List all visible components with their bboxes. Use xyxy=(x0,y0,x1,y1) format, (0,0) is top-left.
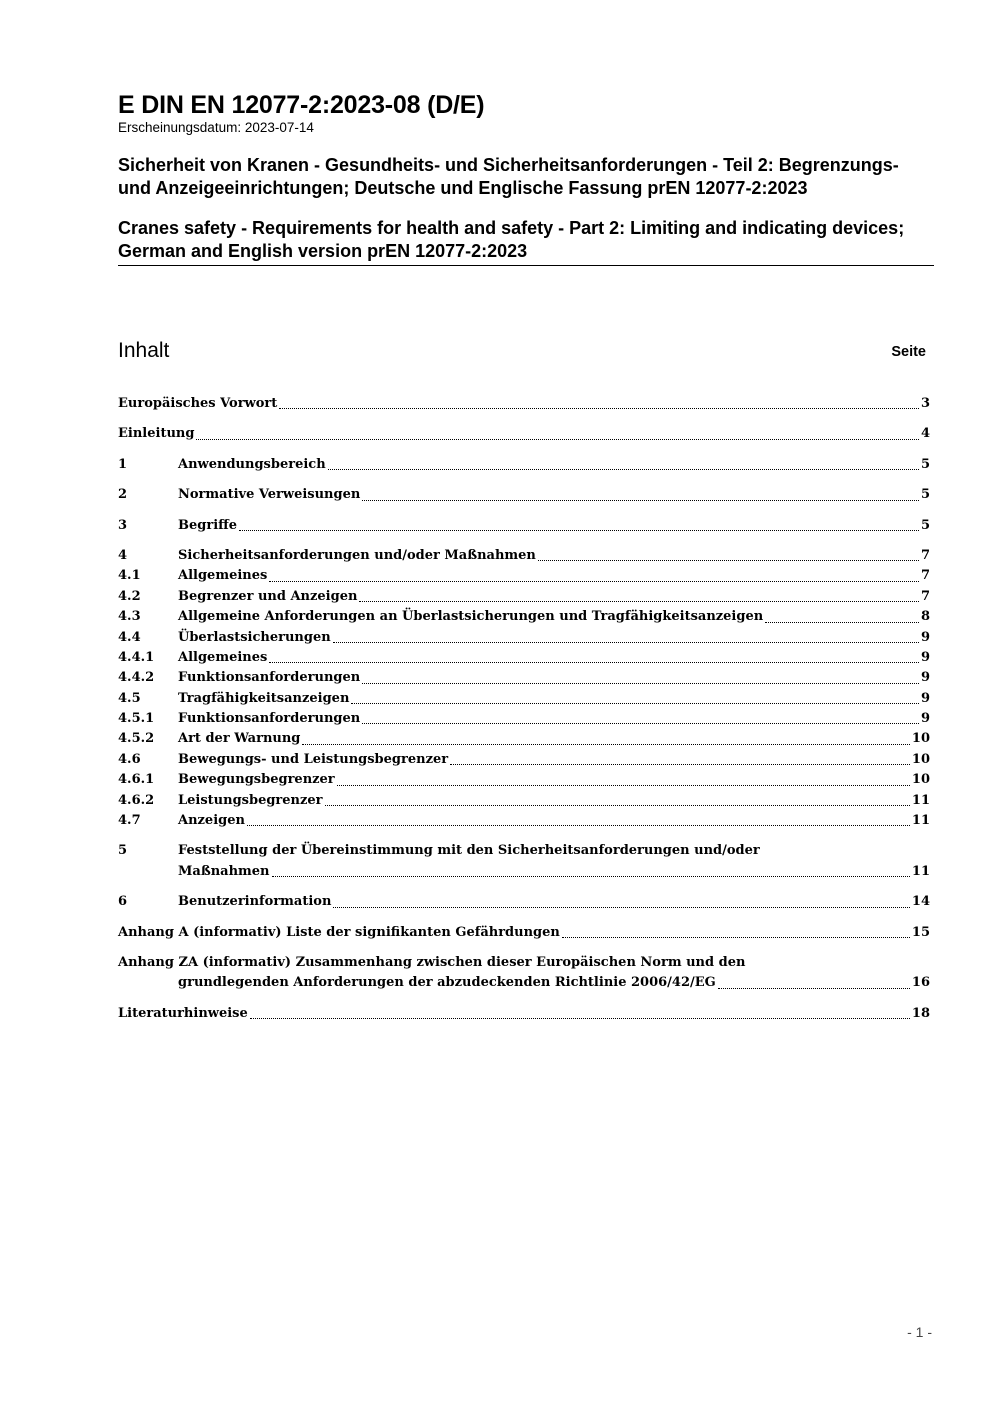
toc-entry-page: 9 xyxy=(920,670,930,686)
toc-entry-page: 10 xyxy=(911,751,930,767)
toc-entry[interactable] xyxy=(118,628,930,648)
dot-leader xyxy=(250,1018,910,1019)
toc-entry-title: Anzeigen xyxy=(178,813,245,829)
toc-entry[interactable] xyxy=(118,841,930,882)
toc-entry-title: Überlastsicherungen xyxy=(178,629,331,645)
page-number: - 1 - xyxy=(907,1324,932,1340)
toc-entry-title: Feststellung der Übereinstimmung mit den Sicherheitsanforderungen und/oder xyxy=(178,843,760,859)
toc-entry-page: 8 xyxy=(920,609,930,625)
toc-entry-page: 9 xyxy=(920,649,930,665)
dot-leader xyxy=(362,723,919,724)
toc-entry[interactable] xyxy=(118,709,930,729)
toc-entry-page: 9 xyxy=(920,629,930,645)
toc-entry-page: 9 xyxy=(920,711,930,727)
toc-entry[interactable] xyxy=(118,953,930,994)
document-header xyxy=(118,90,934,266)
dot-leader xyxy=(196,439,919,440)
toc-entry-page: 9 xyxy=(920,690,930,706)
toc-entry-page: 18 xyxy=(911,1005,930,1021)
document-id: E DIN EN 12077-2:2023-08 (D/E) xyxy=(118,91,485,119)
table-of-contents xyxy=(118,394,930,1024)
toc-entry-title: Sicherheitsanforderungen und/oder Maßnahmen xyxy=(178,547,536,563)
dot-leader xyxy=(333,642,919,643)
toc-entry[interactable] xyxy=(118,394,930,414)
dot-leader xyxy=(239,530,919,531)
dot-leader xyxy=(562,937,910,938)
dot-leader xyxy=(333,907,909,908)
toc-heading xyxy=(118,338,926,368)
toc-entry-title: Europäisches Vorwort xyxy=(118,396,278,411)
toc-entry-title: Begriffe xyxy=(178,517,238,533)
toc-entry-page: 10 xyxy=(911,772,930,788)
dot-leader xyxy=(450,764,910,765)
toc-entry[interactable] xyxy=(118,750,930,770)
toc-entry-number: 5 xyxy=(118,843,128,859)
toc-entry-page: 7 xyxy=(920,588,930,604)
toc-entry[interactable] xyxy=(118,1004,930,1024)
dot-leader xyxy=(279,408,919,409)
toc-entry-number: 6 xyxy=(118,894,128,910)
toc-entry-title: Einleitung xyxy=(118,426,195,442)
toc-entry-number: 4.5.2 xyxy=(118,731,155,747)
toc-entry[interactable] xyxy=(118,516,930,536)
toc-entry[interactable] xyxy=(118,923,930,943)
title-english: Cranes safety - Requirements for health and safety - Part 2: Limiting and indicating devices; German and English version prEN 12077-2:2023 xyxy=(118,217,934,266)
toc-title: Inhalt xyxy=(118,339,170,362)
toc-entry-title: Begrenzer und Anzeigen xyxy=(178,588,358,604)
toc-entry-page: 7 xyxy=(920,547,930,563)
toc-entry[interactable] xyxy=(118,668,930,688)
toc-entry-number: 4.1 xyxy=(118,568,141,584)
toc-entry-number: 4.4 xyxy=(118,629,141,645)
toc-entry-page: 3 xyxy=(920,396,930,411)
toc-entry-number: 4.6.1 xyxy=(118,772,155,788)
toc-entry-page: 11 xyxy=(911,813,930,829)
toc-entry-number: 3 xyxy=(118,517,128,533)
toc-entry[interactable] xyxy=(118,811,930,831)
dot-leader xyxy=(269,581,919,582)
toc-entry[interactable] xyxy=(118,729,930,749)
toc-entry-title-continued: grundlegenden Anforderungen der abzudeckenden Richtlinie 2006/42/EG xyxy=(178,975,716,991)
toc-page-label: Seite xyxy=(891,344,926,360)
toc-entry-title: Normative Verweisungen xyxy=(178,487,361,503)
toc-entry-number: 1 xyxy=(118,456,128,472)
toc-entry-page: 5 xyxy=(920,517,930,533)
toc-entry-number: 4.5 xyxy=(118,690,141,706)
toc-entry-number: 4 xyxy=(118,547,128,563)
toc-entry-number: 4.5.1 xyxy=(118,711,155,727)
dot-leader xyxy=(765,622,919,623)
dot-leader xyxy=(337,785,910,786)
toc-entry[interactable] xyxy=(118,566,930,586)
toc-entry-title: Allgemeines xyxy=(178,649,268,665)
toc-entry-title: Benutzerinformation xyxy=(178,894,332,910)
toc-entry-number: 4.3 xyxy=(118,609,141,625)
dot-leader xyxy=(538,560,919,561)
toc-entry[interactable] xyxy=(118,770,930,790)
toc-entry-number: 4.4.2 xyxy=(118,670,155,686)
dot-leader xyxy=(272,876,910,877)
dot-leader xyxy=(359,601,919,602)
toc-entry-title: Tragfähigkeitsanzeigen xyxy=(178,690,350,706)
dot-leader xyxy=(302,744,910,745)
toc-entry-title: Literaturhinweise xyxy=(118,1005,248,1021)
dot-leader xyxy=(351,703,919,704)
toc-entry-title: Funktionsanforderungen xyxy=(178,670,361,686)
toc-entry[interactable] xyxy=(118,424,930,444)
toc-entry-title: Leistungsbegrenzer xyxy=(178,792,323,808)
dot-leader xyxy=(247,825,910,826)
toc-entry-title: Allgemeines xyxy=(178,568,268,584)
toc-entry-title-continued: Maßnahmen xyxy=(178,863,270,879)
toc-entry[interactable] xyxy=(118,587,930,607)
toc-entry-number: 4.4.1 xyxy=(118,649,155,665)
toc-entry-page: 7 xyxy=(920,568,930,584)
toc-entry-number: 4.2 xyxy=(118,588,141,604)
toc-entry-title: Allgemeine Anforderungen an Überlastsicherungen und Tragfähigkeitsanzeigen xyxy=(178,609,764,625)
toc-entry-title: Anhang ZA (informativ) Zusammenhang zwischen dieser Europäischen Norm und den xyxy=(118,954,746,970)
toc-entry-page: 5 xyxy=(920,487,930,503)
toc-entry-title: Bewegungsbegrenzer xyxy=(178,772,335,788)
toc-entry-number: 4.6 xyxy=(118,751,141,767)
toc-entry[interactable] xyxy=(118,546,930,566)
toc-entry-page: 15 xyxy=(911,924,930,940)
toc-entry[interactable] xyxy=(118,455,930,475)
dot-leader xyxy=(362,500,919,501)
toc-entry-page: 16 xyxy=(911,975,930,991)
toc-entry-title: Funktionsanforderungen xyxy=(178,711,361,727)
toc-entry[interactable] xyxy=(118,607,930,627)
toc-entry-number: 2 xyxy=(118,487,128,503)
toc-entry[interactable] xyxy=(118,648,930,668)
dot-leader xyxy=(362,683,919,684)
toc-entry-number: 4.7 xyxy=(118,813,141,829)
toc-entry[interactable] xyxy=(118,892,930,912)
toc-entry-page: 14 xyxy=(911,894,930,910)
dot-leader xyxy=(269,662,919,663)
toc-entry[interactable] xyxy=(118,791,930,811)
dot-leader xyxy=(325,805,910,806)
toc-entry-page: 5 xyxy=(920,456,930,472)
toc-entry[interactable] xyxy=(118,485,930,505)
toc-entry-page: 11 xyxy=(911,792,930,808)
toc-entry-title: Art der Warnung xyxy=(178,731,301,747)
toc-entry-title: Bewegungs- und Leistungsbegrenzer xyxy=(178,751,449,767)
toc-entry-number: 4.6.2 xyxy=(118,792,155,808)
dot-leader xyxy=(718,988,910,989)
toc-entry-page: 4 xyxy=(920,426,930,442)
toc-entry-title: Anhang A (informativ) Liste der signifikanten Gefährdungen xyxy=(118,924,560,940)
toc-entry-title: Anwendungsbereich xyxy=(178,456,326,472)
toc-entry[interactable] xyxy=(118,689,930,709)
publication-date: Erscheinungsdatum: 2023-07-14 xyxy=(118,120,314,135)
dot-leader xyxy=(328,469,919,470)
title-german: Sicherheit von Kranen - Gesundheits- und Sicherheitsanforderungen - Teil 2: Begrenzungs- und Anzeigeeinrichtungen; Deutsche und Englische Fassung prEN 12077-2:2023 xyxy=(118,155,899,198)
toc-entry-page: 11 xyxy=(911,863,930,879)
toc-entry-page: 10 xyxy=(911,731,930,747)
